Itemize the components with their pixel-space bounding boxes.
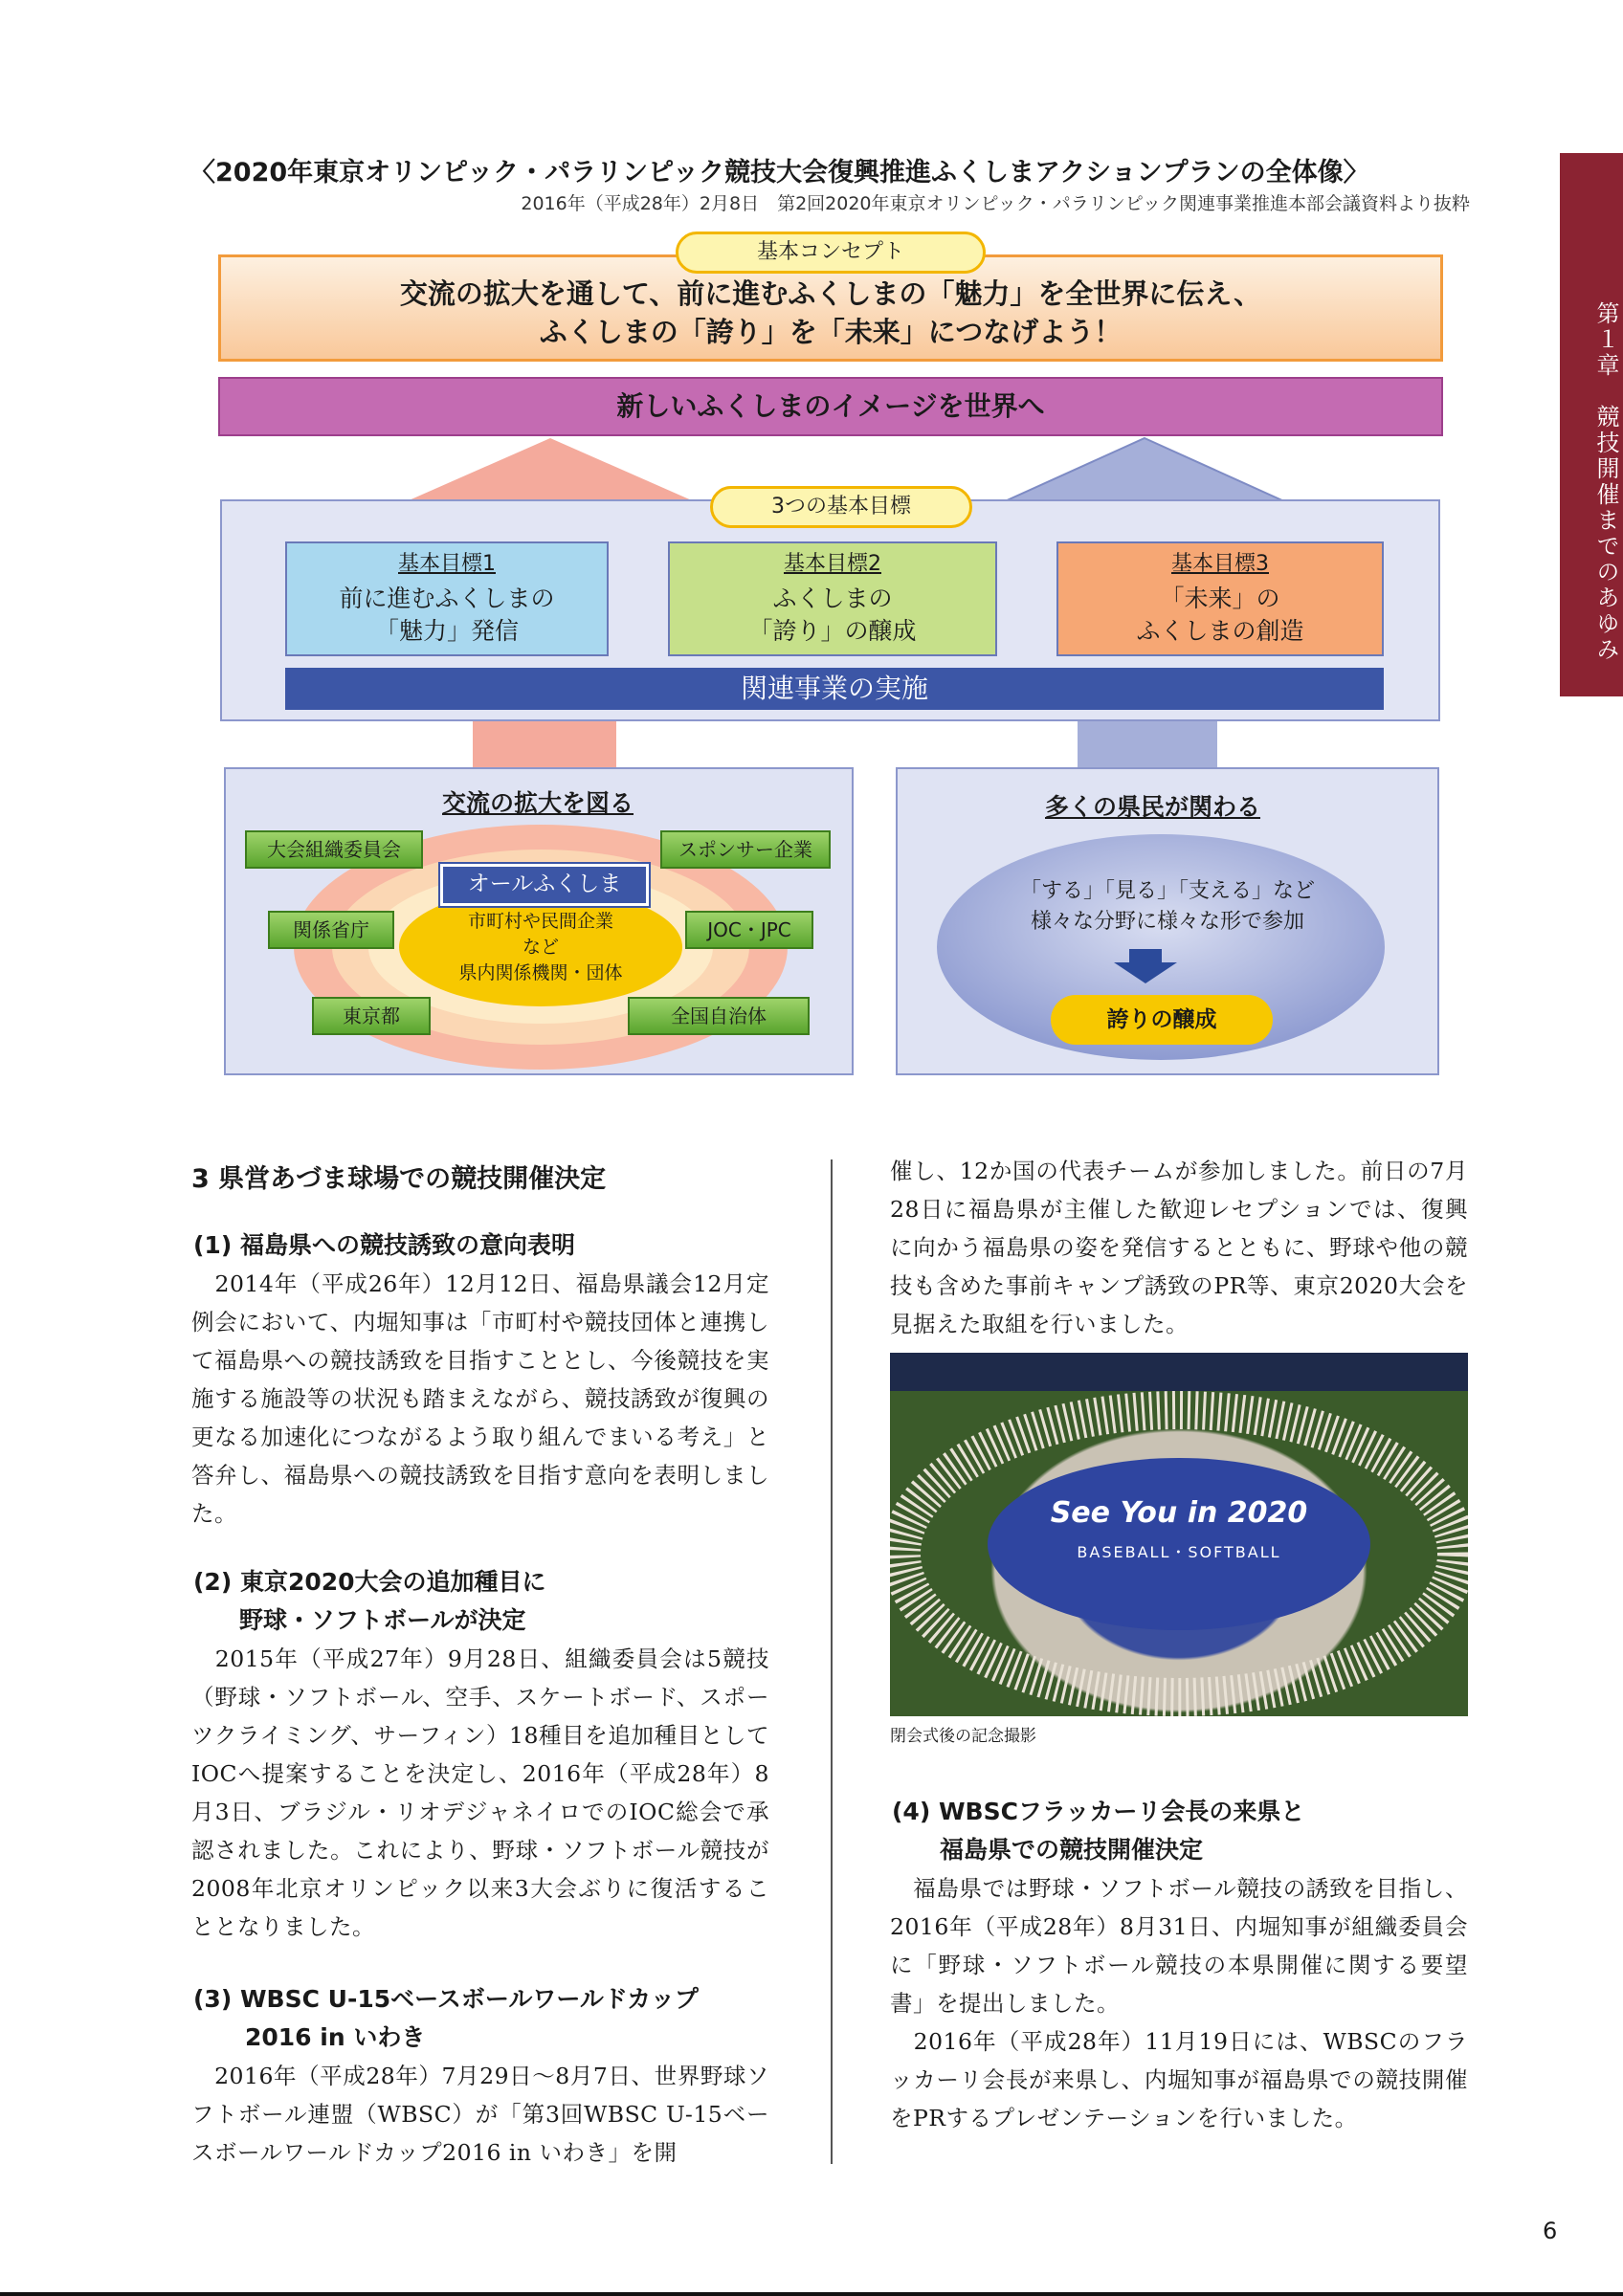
goal-line: ふくしまの創造 [1136, 617, 1304, 645]
photo-caption: 閉会式後の記念撮影 [890, 1727, 1036, 1746]
node-ministries: 関係省庁 [268, 911, 394, 949]
core-line: 県内関係機関・団体 [458, 962, 623, 983]
subsection-4-body-2: 2016年（平成28年）11月19日には、WBSCのフラッカーリ会長が来県し、内堀知事が福島県での競技開催をPRするプレゼンテーションを行いました。 [890, 2028, 1468, 2131]
participation-line: 「する」「見る」「支える」など [1019, 879, 1315, 903]
subsection-1-body: 2014年（平成26年）12月12日、福島県議会12月定例会において、内堀知事は「市町村や競技団体と連携して福島県への競技誘致を目指すこととし、今後競技を実施する施設等の状況も踏まえながら、競技誘致が復興の更なる加速化につながるよう取り組んでまいる考え」と答弁し、福島県への競技誘致を目指す意向を表明しました。 [191, 1270, 769, 1527]
connector-right [1078, 721, 1217, 769]
participation-line: 様々な分野に様々な形で参加 [1030, 910, 1304, 934]
goal-line: ふくしまの [772, 585, 893, 612]
goal-card-2 [668, 541, 997, 656]
concept-line-2: ふくしまの「誇り」を「未来」につなげよう！ [539, 316, 1123, 348]
chapter-tab: 第１章 競技開催までのあゆみ [1560, 153, 1623, 696]
goal-card-3 [1056, 541, 1384, 656]
subsection-3-body-left: 2016年（平成28年）7月29日～8月7日、世界野球ソフトボール連盟（WBSC）が「第3回WBSC U-15ベースボールワールドカップ2016 in いわき」を開 [191, 2063, 769, 2166]
column-divider [831, 1159, 833, 2164]
page-title: 〈2020年東京オリンピック・パラリンピック競技大会復興推進ふくしまアクションプランの全体像〉 [189, 158, 1369, 188]
subsection-2-body: 2015年（平成27年）9月28日、組織委員会は5競技（野球・ソフトボール、空手、スケートボード、スポーツクライミング、サーフィン）18種目を追加種目としてIOCへ提案することを決定し、2016年（平成28年）8月3日、ブラジル・リオデジャネイロでのIOC総会で承認されました。これにより、野球・ソフトボール競技が2008年北京オリンピック以来3大会ぶりに復活することとなりました。 [191, 1645, 769, 1940]
subsection-4-title-line-1: (4) WBSCフラッカーリ会長の来県と [892, 1798, 1305, 1825]
three-goals-label: 3つの基本目標 [710, 486, 972, 528]
crowd-pattern [890, 1353, 1468, 1716]
goal-line: 「未来」の [1160, 585, 1280, 612]
goal-heading: 基本目標2 [784, 552, 881, 576]
up-arrow-right-icon [1001, 436, 1288, 503]
photo-banner-text: See You in 2020 [1050, 1496, 1308, 1530]
concept-line-1: 交流の拡大を通して、前に進むふくしまの「魅力」を全世界に伝え、 [399, 277, 1262, 310]
goal-line: 前に進むふくしまの [339, 585, 555, 612]
core-line: など [522, 937, 559, 958]
exchange-panel-title: 交流の拡大を図る [442, 789, 634, 817]
subsection-4-title-line-2: 福島県での競技開催決定 [940, 1836, 1204, 1864]
image-banner: 新しいふくしまのイメージを世界へ [218, 377, 1443, 436]
subsection-2-title-line-1: (2) 東京2020大会の追加種目に [193, 1568, 546, 1596]
goal-heading: 基本目標3 [1171, 552, 1269, 576]
subsection-3-body-right: 催し、12か国の代表チームが参加しました。前日の7月28日に福島県が主催した歓迎レセプションでは、復興に向かう福島県の姿を発信するとともに、野球や他の競技も含めた事前キャンプ誘致のPR等、東京2020大会を見据えた取組を行いました。 [890, 1158, 1468, 1337]
pride-result-label: 誇りの醸成 [1051, 995, 1273, 1045]
node-joc-jpc: JOC・JPC [685, 911, 813, 949]
closing-ceremony-photo [890, 1353, 1468, 1716]
all-fukushima-label: オールふくしま [440, 864, 649, 906]
subsection-2-title-line-2: 野球・ソフトボールが決定 [239, 1606, 526, 1634]
subsection-4-body-1: 福島県では野球・ソフトボール競技の誘致を目指し、2016年（平成28年）8月31日、内堀知事が組織委員会に「野球・ソフトボール競技の本県開催に関する要望書」を提出しました。 [890, 1875, 1468, 2017]
subsection-3-title-line-1: (3) WBSC U-15ベースボールワールドカップ [193, 1985, 699, 2013]
goal-heading: 基本目標1 [398, 552, 496, 576]
up-arrow-left-icon [402, 436, 699, 503]
basic-concept-label: 基本コンセプト [676, 232, 986, 274]
subsection-1-title: (1) 福島県への競技誘致の意向表明 [193, 1231, 575, 1259]
goal-line: 「魅力」発信 [374, 617, 519, 645]
section-title: 3 県営あづま球場での競技開催決定 [191, 1164, 607, 1194]
node-sponsor-companies: スポンサー企業 [660, 830, 831, 869]
goal-line: 「誇り」の醸成 [748, 617, 917, 645]
bottom-rule [0, 2292, 1623, 2296]
node-organizing-committee: 大会組織委員会 [245, 830, 423, 869]
participation-text [976, 876, 1359, 938]
source-note: 2016年（平成28年）2月8日 第2回2020年東京オリンピック・パラリンピック関連事業推進本部会議資料より抜粋 [521, 193, 1470, 214]
down-arrow-icon [1112, 949, 1179, 985]
connector-left [473, 721, 616, 769]
page-number: 6 [1543, 2218, 1558, 2244]
core-line: 市町村や民間企業 [467, 911, 613, 932]
subsection-3-title-line-2: 2016 in いわき [245, 2023, 426, 2051]
goal-card-1 [285, 541, 609, 656]
node-local-governments: 全国自治体 [628, 997, 810, 1035]
photo-banner-subtext: BASEBALL・SOFTBALL [1077, 1543, 1281, 1561]
implementation-bar: 関連事業の実施 [285, 668, 1384, 710]
node-tokyo: 東京都 [312, 997, 431, 1035]
core-stakeholders-text [402, 909, 679, 986]
citizens-panel-title: 多くの県民が関わる [1045, 793, 1261, 821]
